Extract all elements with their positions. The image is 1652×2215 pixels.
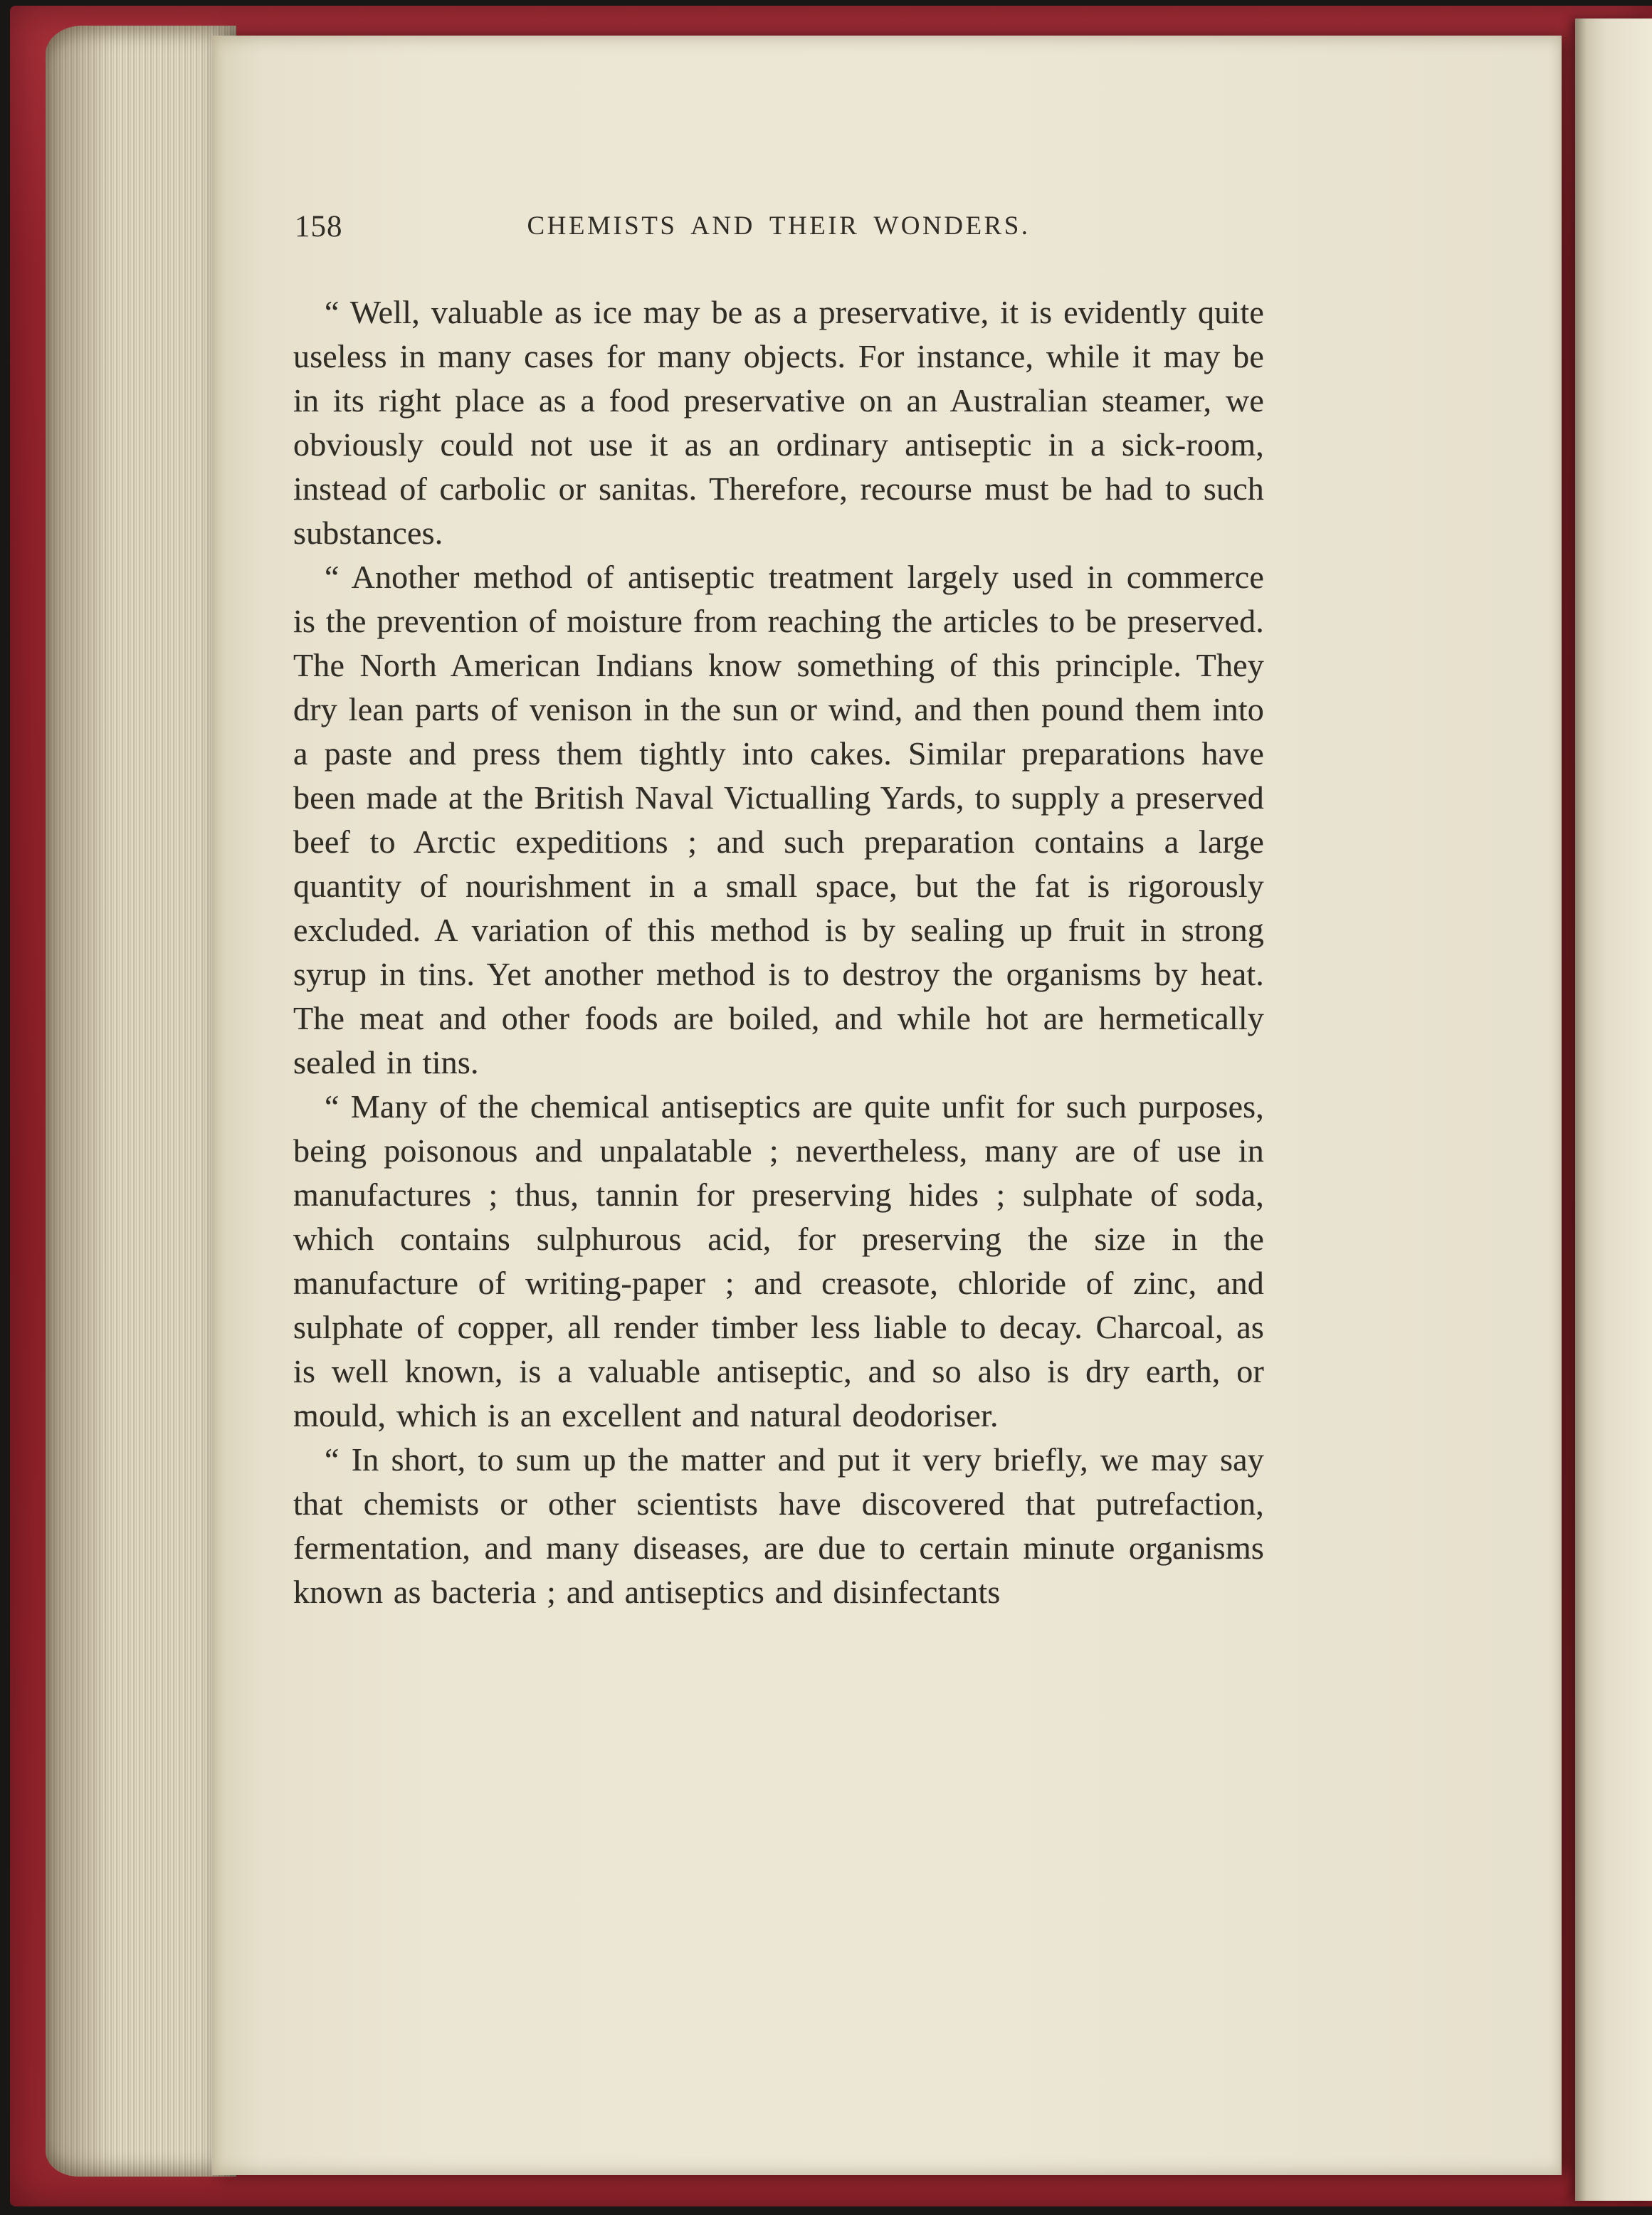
- page-text-block: [293, 211, 1264, 1614]
- page-edges-stack: [46, 26, 236, 2177]
- paragraph: “ Another method of antiseptic treatment largely used in commerce is the prevention of moisture from reaching the articles to be preserved. The North American Indians know something of this principle. They dry lean parts of venison in the sun or wind, and then pound them into a paste and press them tightly into cakes. Similar preparations have been made at the British Naval Victualling Yards, to supply a preserved beef to Arctic expeditions ; and such preparation contains a large quantity of nourishment in a small space, but the fat is rigorously excluded. A variation of this method is by sealing up fruit in strong syrup in tins. Yet another method is to destroy the organisms by heat. The meat and other foods are boiled, and while hot are hermetically sealed in tins.: [293, 559, 1264, 1080]
- paragraph: “ In short, to sum up the matter and put it very briefly, we may say that chemists or other scientists have discovered that putrefaction, fermentation, and many diseases, are due to certain minute organisms known as bacteria ; and antiseptics and disinfectants: [293, 1441, 1264, 1610]
- page-header: [293, 211, 1264, 248]
- running-header: CHEMISTS AND THEIR WONDERS.: [527, 211, 1031, 241]
- paragraph: “ Many of the chemical antiseptics are quite unfit for such purposes, being poisonous and unpalatable ; nevertheless, many are of use in manufactures ; thus, tannin for preserving hides ; sulphate of soda, which contains sulphurous acid, for preserving the size in the manufacture of writing-paper ; and creasote, chloride of zinc, and sulphate of copper, all render timber less liable to decay. Charcoal, as is well known, is a valuable antiseptic, and so also is dry earth, or mould, which is an excellent and natural deodoriser.: [293, 1088, 1264, 1433]
- page-number: 158: [295, 210, 343, 243]
- body-text: [293, 290, 1264, 1614]
- facing-page-edge: [1575, 19, 1652, 2201]
- paragraph: “ Well, valuable as ice may be as a preservative, it is evidently quite useless in many cases for many objects. For instance, while it may be in its right place as a food preservative on an Australian steamer, we obviously could not use it as an ordinary antiseptic in a sick-room, instead of carbolic or sanitas. Therefore, recourse must be had to such substances.: [293, 294, 1264, 551]
